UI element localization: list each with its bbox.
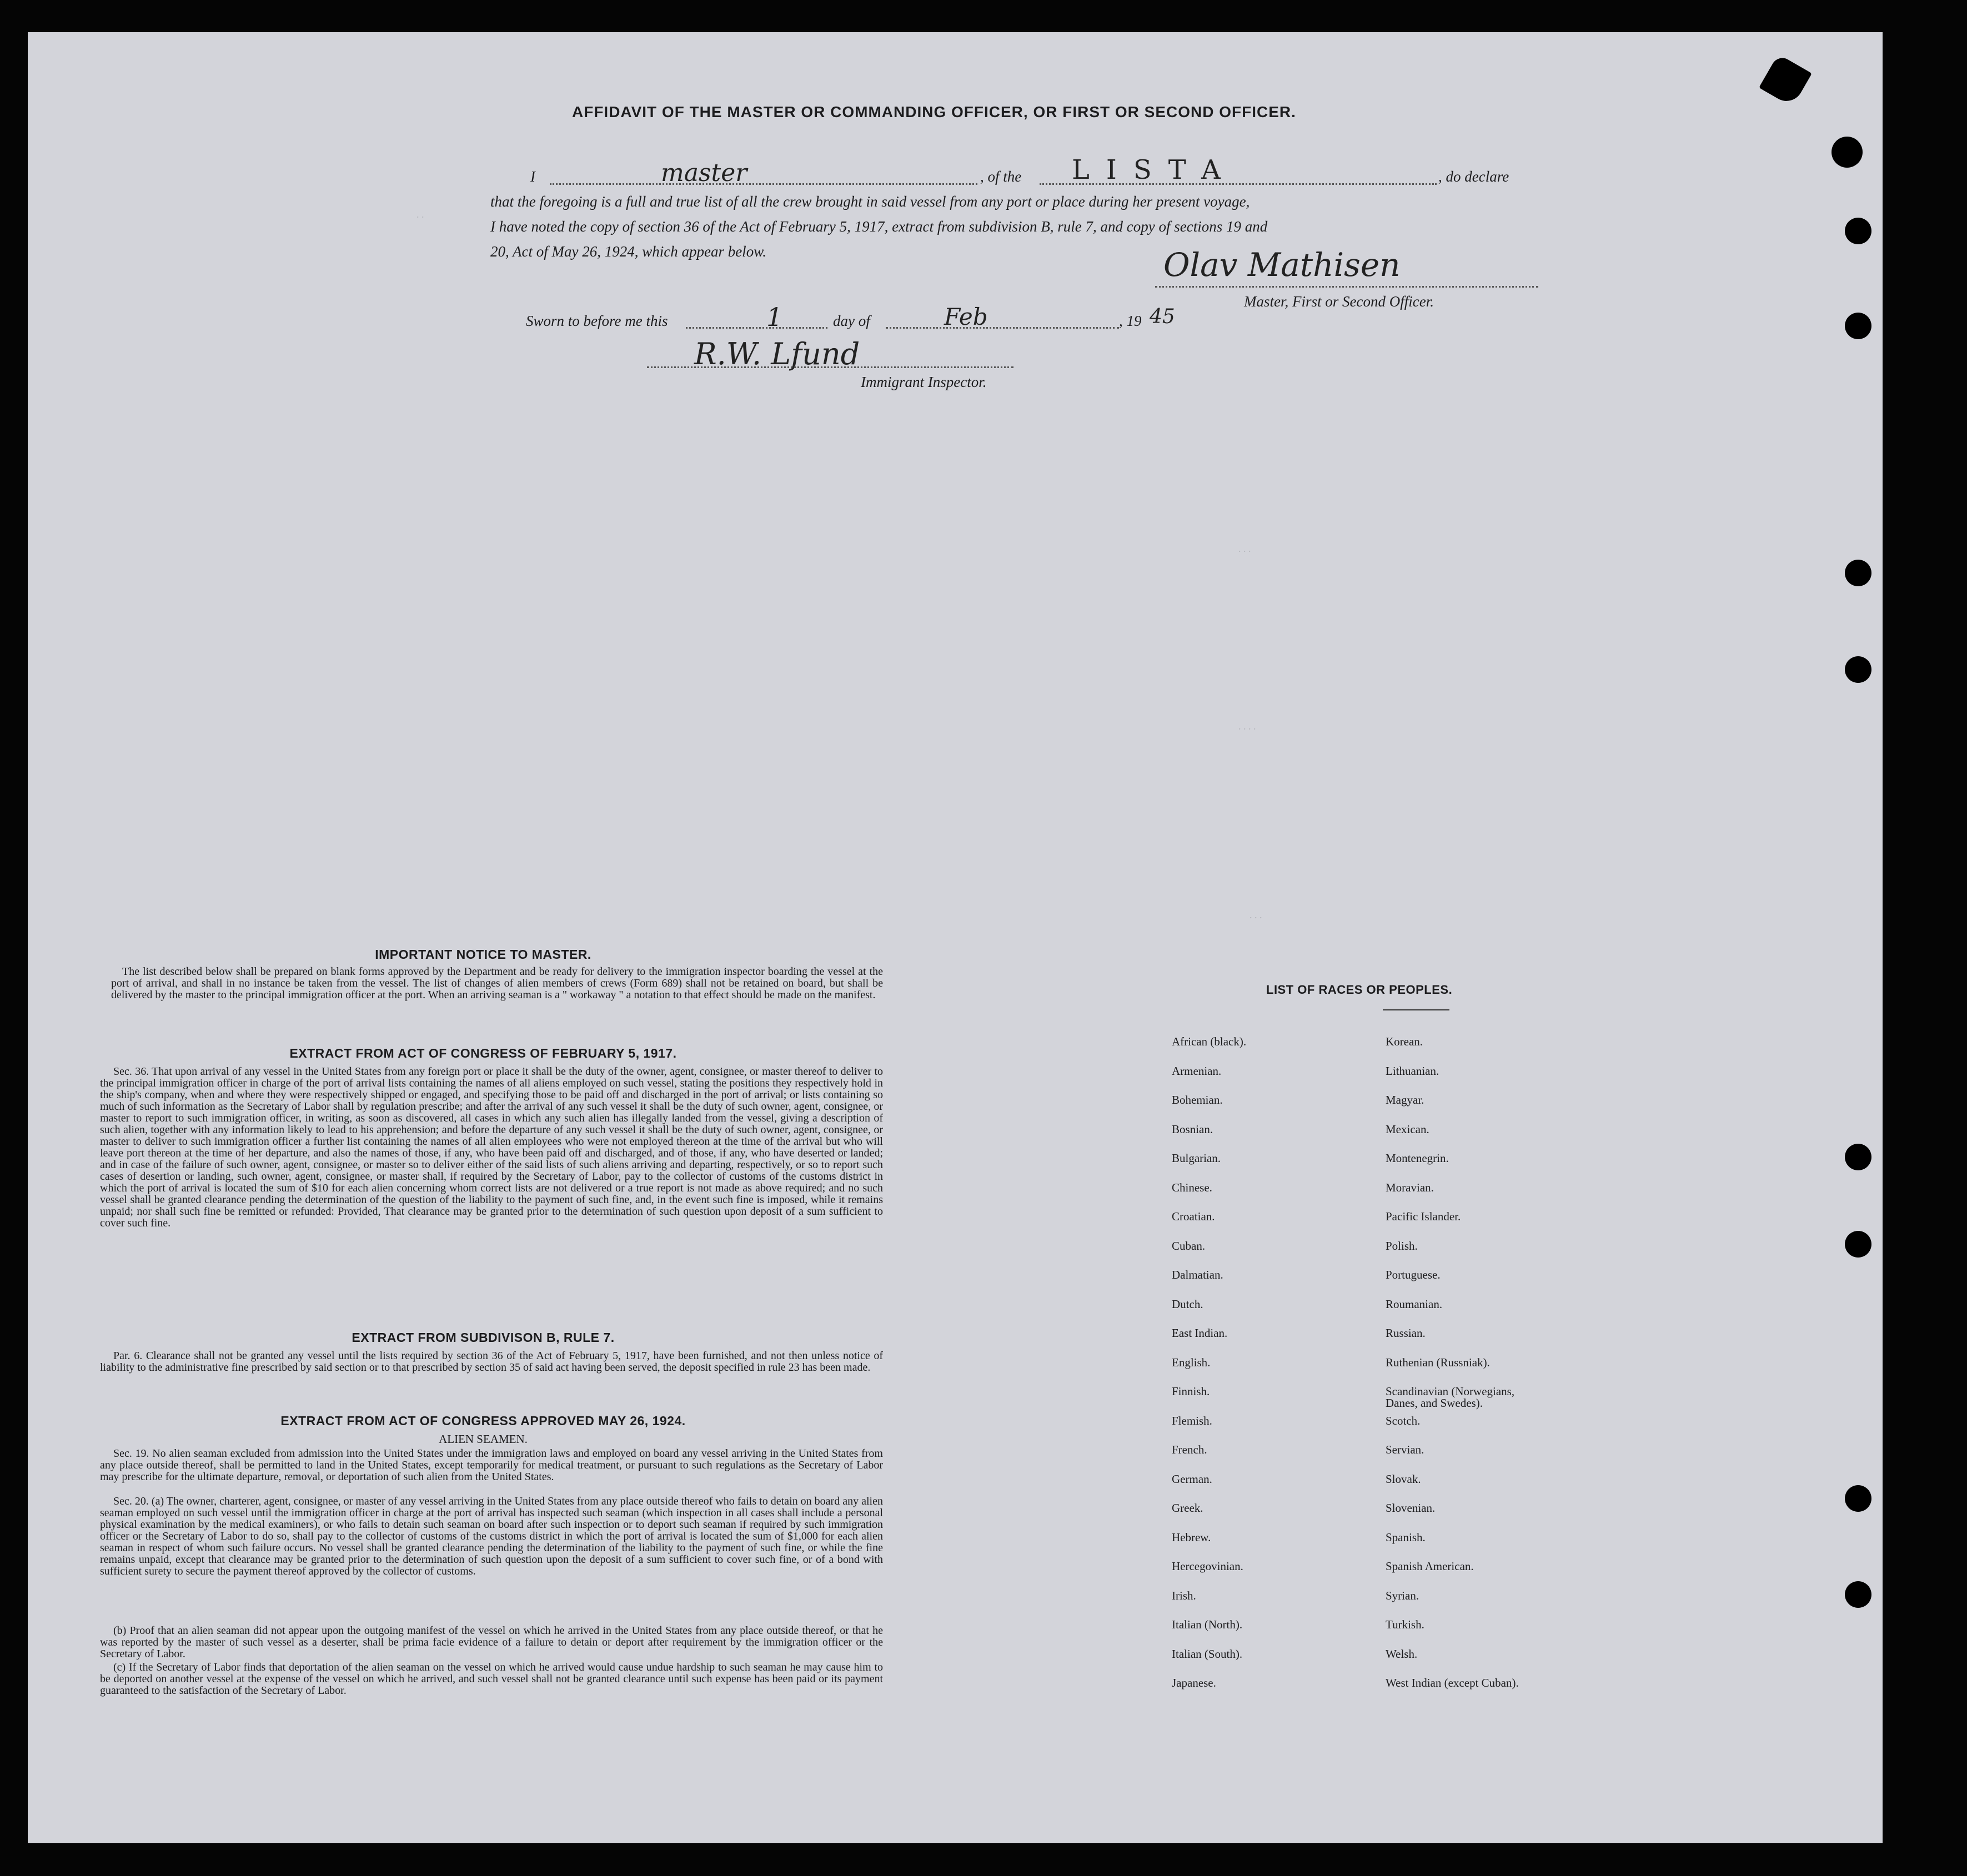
affidavit-title: AFFIDAVIT OF THE MASTER OR COMMANDING OFFICER, OR FIRST OR SECOND OFFICER. (572, 103, 1296, 120)
race-item: Servian. (1386, 1443, 1424, 1456)
extract-1924-title: EXTRACT FROM ACT OF CONGRESS APPROVED MAY 26, 1924. (280, 1414, 686, 1428)
sworn-year-prefix: , 19 (1119, 313, 1142, 329)
sworn-year-handwriting: 45 (1150, 305, 1175, 328)
sec20a-text: Sec. 20. (a) The owner, charterer, agent, consignee, or master of any vessel arriving in the United States from any place outside thereof who fails to detain on board any alien seaman employed on such vessel until the immigration officer in charge at the port of arrival has inspected such seaman (which inspection in all cases shall include a personal physical examination by the medical examiners), or who fails to detain such seaman on board after such inspection or to deport such seaman if required by such immigration officer or the Secretary of Labor to do so, shall pay to the collector of customs of the customs district in which the port of arrival is located the sum of $1,000 for each alien seaman in respect of whom such failure occurs. No vessel shall be granted clearance pending the determination of the liability to the payment of such fine, or while the fine remains unpaid, except that clearance may be granted prior to the determination of such question upon the deposit of a sum sufficient to cover such fine, or of a bond with sufficient surety to secure the payment thereof approved by the collector of customs. (100, 1495, 883, 1577)
sworn-month-line (886, 327, 1119, 329)
race-item: Dutch. (1172, 1297, 1203, 1311)
race-item: Bosnian. (1172, 1122, 1213, 1136)
race-item: Montenegrin. (1386, 1151, 1449, 1165)
race-item: Welsh. (1386, 1647, 1418, 1661)
race-item: Russian. (1386, 1326, 1426, 1340)
race-item: Italian (North). (1172, 1618, 1243, 1631)
races-title: LIST OF RACES OR PEOPLES. (1266, 983, 1453, 997)
extract-1924-subtitle: ALIEN SEAMEN. (439, 1432, 528, 1446)
race-item: English. (1172, 1355, 1211, 1369)
race-item: Portuguese. (1386, 1268, 1441, 1281)
race-item: Scotch. (1386, 1414, 1421, 1427)
race-item: Irish. (1172, 1588, 1196, 1602)
race-item: Lithuanian. (1386, 1064, 1439, 1078)
race-item: German. (1172, 1472, 1212, 1486)
race-item: Polish. (1386, 1239, 1418, 1253)
inspector-signature: R.W. Lfund (694, 336, 860, 371)
race-item: Hercegovinian. (1172, 1560, 1243, 1573)
race-item: Dalmatian. (1172, 1268, 1223, 1281)
sec20c-text: (c) If the Secretary of Labor finds that deportation of the alien seaman on the vessel on which he arrived would cause undue hardship to such seaman he may cause him to be deported on another vessel at the expense of the vessel on which he arrived, and such vessel shall not be granted clearance until such expense has been paid or its payment guaranteed to the satisfaction of the Secretary of Labor. (100, 1661, 883, 1697)
sworn-month-handwriting: Feb (944, 303, 988, 330)
race-item: Scandinavian (Norwegians, Danes, and Swedes). (1386, 1385, 1515, 1410)
races-title-rule (1383, 1009, 1449, 1010)
race-item: Greek. (1172, 1501, 1203, 1515)
binder-hole (1845, 1485, 1871, 1512)
binder-hole (1845, 1144, 1871, 1170)
race-item: East Indian. (1172, 1326, 1228, 1340)
affidavit-line1-of-the: , of the (980, 168, 1022, 185)
race-item: Hebrew. (1172, 1530, 1211, 1544)
race-item: French. (1172, 1443, 1207, 1456)
race-item: Turkish. (1386, 1618, 1424, 1631)
sec20b-text: (b) Proof that an alien seaman did not appear upon the outgoing manifest of the vessel on which he arrived in the United States from any place outside thereof, or that he was reported by the master of such vessel as a deserter, shall be prima facie evidence of a failure to detain or deport after requirement by the immigration officer or the Secretary of Labor. (100, 1624, 883, 1660)
signature-line (1155, 286, 1538, 288)
binder-hole (1845, 560, 1871, 586)
binder-hole (1831, 137, 1863, 168)
race-item: Croatian. (1172, 1210, 1215, 1223)
race-item: Spanish. (1386, 1530, 1426, 1544)
signature-caption: Master, First or Second Officer. (1244, 293, 1434, 310)
affidavit-line2: that the foregoing is a full and true list of all the crew brought in said vessel from any port or place during her present voyage, (490, 193, 1250, 210)
affidavit-line3: I have noted the copy of section 36 of the Act of February 5, 1917, extract from subdivision B, rule 7, and copy of sections 19 and (490, 218, 1268, 235)
race-item: African (black). (1172, 1035, 1247, 1048)
master-name-handwriting: master (661, 159, 747, 187)
binder-hole (1845, 1231, 1871, 1258)
notice-text: The list described below shall be prepared on blank forms approved by the Department and be ready for delivery to the immigration inspector boarding the vessel at the port of arrival, and shall in no instance be taken from the vessel. The list of changes of alien members of crews (Form 689) shall not be retained on board, but shall be delivered by the master to the principal immigration officer at the port. When an arriving seaman is a " workaway " a notation to that effect should be made on the manifest. (111, 965, 883, 1001)
race-item: Japanese. (1172, 1676, 1216, 1689)
sworn-day-label: day of (833, 313, 870, 329)
extract-rule7-title: EXTRACT FROM SUBDIVISON B, RULE 7. (352, 1330, 615, 1345)
affidavit-line1-prefix: I (530, 168, 535, 185)
sworn-day-line (686, 327, 827, 329)
vessel-name-handwriting: LISTA (1072, 154, 1237, 185)
race-item: Bohemian. (1172, 1093, 1223, 1107)
race-item: Italian (South). (1172, 1647, 1243, 1661)
name-fill-line (550, 183, 977, 185)
master-signature: Olav Mathisen (1163, 246, 1401, 284)
extract-1917-title: EXTRACT FROM ACT OF CONGRESS OF FEBRUARY 5, 1917. (289, 1046, 677, 1060)
extract-1917-text: Sec. 36. That upon arrival of any vessel in the United States from any foreign port or place it shall be the duty of the owner, agent, consignee, or master thereof to deliver to the principal immigration officer in charge of the port of arrival lists containing the names of all aliens employed on such vessel, stating the positions they respectively hold in the ship's company, when and where they were respectively shipped or engaged, and specifying those to be paid off and discharged in the port of arrival; or lists containing so much of such information as the Secretary of Labor shall by regulation prescribe; and after the arrival of any such vessel it shall be the duty of such owner, agent, consignee, or master to report to such immigration officer, in writing, as soon as discovered, all cases in which any such alien has illegally landed from the vessel, giving a description of such alien, together with any information likely to lead to his apprehension; and before the departure of any such vessel it shall be the duty of such owner, agent, consignee, or master to deliver to such immigration officer a further list containing the names of all alien employees who were not employed thereon at the time of the arrival but who will leave port thereon at the time of her departure, and also the names of those, if any, who have been paid off and discharged, and of those, if any, who have deserted or landed; and in case of the failure of such owner, agent, consignee, or master so to deliver either of the said lists of such aliens arriving and departing, respectively, or so to report such cases of desertion or landing, such owner, agent, consignee, or master shall, if required by the Secretary of Labor, pay to the collector of customs of the customs district in which the port of arrival is located the sum of $10 for each alien concerning whom correct lists are not delivered or a true report is not made as above required; and no such vessel shall be granted clearance pending the determination of the question of the liability to the payment of such fine, and, in the event such fine is imposed, while it remains unpaid; nor shall such fine be remitted or refunded: Provided, That clearance may be granted prior to the determination of such question upon deposit of a sum sufficient to cover such fine. (100, 1065, 883, 1229)
race-item: Slovak. (1386, 1472, 1421, 1486)
extract-rule7-text: Par. 6. Clearance shall not be granted any vessel until the lists required by section 36 of the Act of February 5, 1917, have been furnished, and not then unless notice of liability to the administrative fine prescribed by said section or to that prescribed by section 35 of said act having been served, the deposit specified in rule 23 has been made. (100, 1350, 883, 1374)
race-item: Cuban. (1172, 1239, 1206, 1253)
document-page (28, 32, 1883, 1843)
binder-hole (1845, 218, 1871, 244)
race-item: Moravian. (1386, 1180, 1434, 1194)
sworn-day-handwriting: 1 (766, 302, 783, 332)
inspector-signature-line (647, 366, 1013, 368)
binder-hole (1845, 313, 1871, 339)
race-item: Spanish American. (1386, 1560, 1474, 1573)
race-item: Finnish. (1172, 1385, 1210, 1398)
show-through-mark: . . . . (1238, 721, 1256, 732)
race-item: Armenian. (1172, 1064, 1222, 1078)
inspector-caption: Immigrant Inspector. (861, 374, 987, 390)
show-through-mark: . . . (1238, 543, 1251, 554)
show-through-mark: . . . (1250, 909, 1262, 921)
race-item: Ruthenian (Russniak). (1386, 1355, 1490, 1369)
race-item: Pacific Islander. (1386, 1210, 1461, 1223)
binder-hole (1845, 656, 1871, 683)
sec19-text: Sec. 19. No alien seaman excluded from admission into the United States under the immigration laws and employed on board any vessel arriving in the United States from any place outside thereof, shall be permitted to land in the United States, except temporarily for medical treatment, or pursuant to such regulations as the Secretary of Labor may prescribe for the ultimate departure, removal, or deportation of such alien from the United States. (100, 1447, 883, 1483)
race-item: West Indian (except Cuban). (1386, 1676, 1519, 1689)
affidavit-line1-suffix: , do declare (1438, 168, 1509, 185)
binder-hole (1845, 1581, 1871, 1608)
sworn-prefix: Sworn to before me this (526, 313, 668, 329)
race-item: Korean. (1386, 1035, 1423, 1048)
race-item: Flemish. (1172, 1414, 1212, 1427)
race-item: Slovenian. (1386, 1501, 1436, 1515)
show-through-mark: . . (417, 209, 424, 220)
race-item: Bulgarian. (1172, 1151, 1221, 1165)
race-item: Syrian. (1386, 1588, 1419, 1602)
race-item: Roumanian. (1386, 1297, 1443, 1311)
race-item: Magyar. (1386, 1093, 1424, 1107)
affidavit-line4: 20, Act of May 26, 1924, which appear below. (490, 243, 766, 260)
race-item: Mexican. (1386, 1122, 1429, 1136)
race-item: Chinese. (1172, 1180, 1212, 1194)
notice-title: IMPORTANT NOTICE TO MASTER. (375, 947, 591, 962)
